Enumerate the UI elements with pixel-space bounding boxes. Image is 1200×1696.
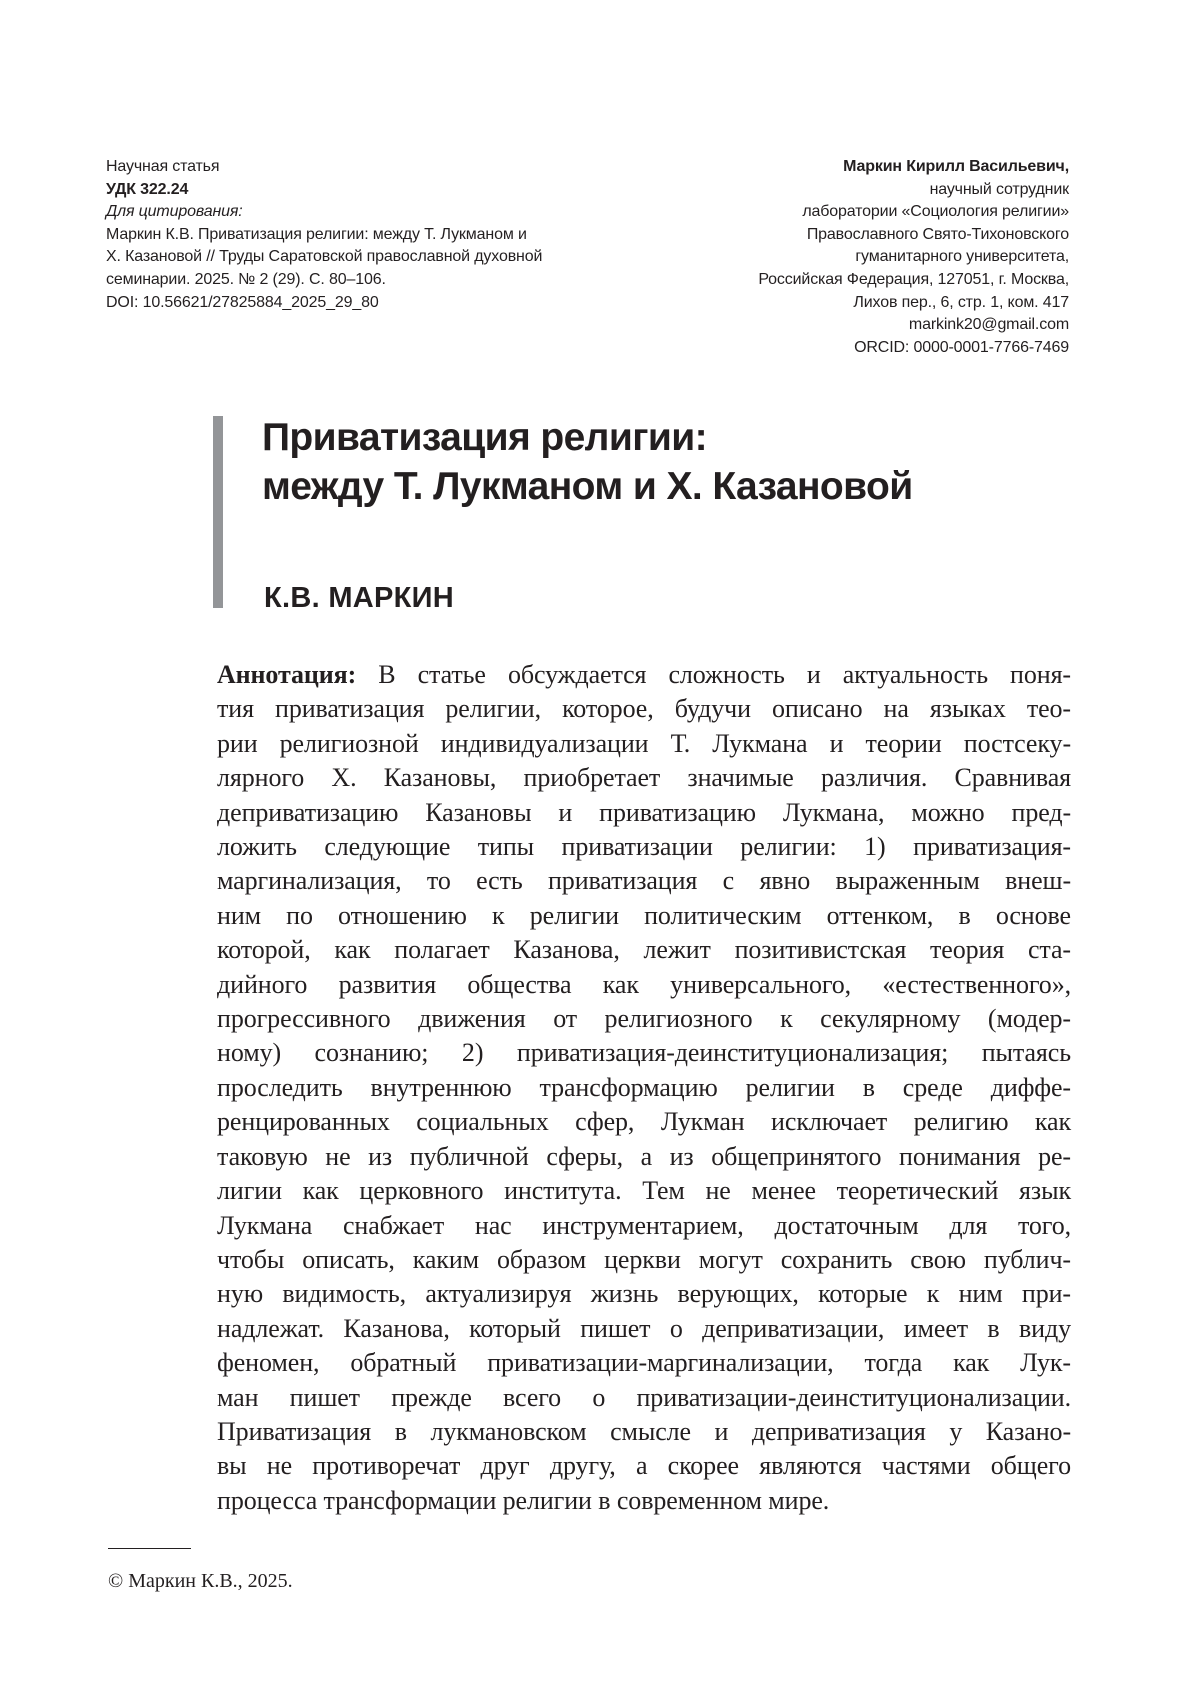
abstract-line [217, 658, 1071, 692]
author-orcid: ORCID: 0000-0001-7766-7469 [854, 338, 1069, 356]
copyright-note: © Маркин К.В., 2025. [108, 1570, 293, 1592]
citation-line: Маркин К.В. Приватизация религии: между Т. Лукманом и [106, 225, 527, 243]
title-line-1: Приватизация религии: [262, 416, 708, 459]
citation-block [106, 156, 626, 314]
doi-line: DOI: 10.56621/27825884_2025_29_80 [106, 293, 379, 311]
abstract-line: ренцированных социальных сфер, Лукман исключает религию как [217, 1107, 1071, 1137]
citation-label: Для цитирования: [106, 203, 243, 221]
abstract-line: которой, как полагает Казанова, лежит позитивистская теория ста- [217, 935, 1071, 965]
abstract-line: феномен, обратный приватизации-маргинализации, тогда как Лук- [217, 1348, 1071, 1378]
affiliation-line: лаборатории «Социология религии» [802, 203, 1069, 221]
abstract-line: ложить следующие типы приватизации религии: 1) приватизация- [217, 832, 1071, 862]
abstract-line: таковую не из публичной сферы, а из общепринятого понимания ре- [217, 1141, 1071, 1171]
author-full-name: Маркин Кирилл Васильевич, [843, 158, 1069, 175]
abstract-line: дийного развития общества как универсального, «естественного», [217, 969, 1071, 999]
affiliation-line: научный сотрудник [929, 180, 1069, 198]
article-type: Научная статья [106, 158, 220, 175]
abstract-line: лярного Х. Казановы, приобретает значимые различия. Сравнивая [217, 763, 1071, 793]
affiliation-line: гуманитарного университета, [855, 248, 1069, 266]
abstract-line: деприватизацию Казановы и приватизацию Лукмана, можно пред- [217, 797, 1071, 827]
abstract-line: лигии как церковного института. Тем не менее теоретический язык [217, 1176, 1071, 1206]
abstract-line: вы не противоречат друг другу, а скорее являются частями общего [217, 1451, 1071, 1481]
footnote-divider [108, 1548, 191, 1549]
title-line-2: между Т. Лукманом и Х. Казановой [262, 465, 913, 508]
abstract-line: чтобы описать, каким образом церкви могут сохранить свою публич- [217, 1244, 1071, 1274]
citation-line: Х. Казановой // Труды Саратовской православной духовной [106, 248, 543, 266]
abstract-line: Лукмана снабжает нас инструментарием, достаточным для того, [217, 1210, 1071, 1240]
abstract-line: ную видимость, актуализируя жизнь верующих, которые к ним при- [217, 1279, 1071, 1309]
article-title [262, 413, 1082, 511]
abstract [217, 658, 1071, 1518]
affiliation-line: Российская Федерация, 127051, г. Москва, [758, 270, 1069, 288]
affiliation-line: Лихов пер., 6, стр. 1, ком. 417 [853, 293, 1069, 311]
abstract-line: рии религиозной индивидуализации Т. Лукмана и теории постсеку- [217, 728, 1071, 758]
abstract-line: прогрессивного движения от религиозного к секулярному (модер- [217, 1004, 1071, 1034]
author-email: markink20@gmail.com [908, 316, 1069, 334]
abstract-line: ним по отношению к религии политическим оттенком, в основе [217, 900, 1071, 930]
udk-code: УДК 322.24 [106, 180, 189, 198]
abstract-label: Аннотация: [217, 660, 357, 689]
article-author: К.В. МАРКИН [264, 582, 455, 614]
abstract-line: процесса трансформации религии в современном мире. [217, 1485, 830, 1515]
abstract-line: Приватизация в лукмановском смысле и деприватизация у Казано- [217, 1416, 1071, 1446]
author-info-block [609, 156, 1069, 359]
abstract-line: проследить внутреннюю трансформацию религии в среде диффе- [217, 1072, 1071, 1102]
abstract-line-text: В статье обсуждается сложность и актуальность поня- [356, 660, 1071, 689]
affiliation-line: Православного Свято-Тихоновского [806, 225, 1069, 243]
abstract-line: надлежат. Казанова, который пишет о деприватизации, имеет в виду [217, 1313, 1071, 1343]
abstract-line: маргинализация, то есть приватизация с явно выраженным внеш- [217, 866, 1071, 896]
abstract-line: тия приватизация религии, которое, будучи описано на языках тео- [217, 694, 1071, 724]
citation-line: семинарии. 2025. № 2 (29). С. 80–106. [106, 270, 386, 288]
abstract-line: ному) сознанию; 2) приватизация-деинституционализация; пытаясь [217, 1038, 1071, 1068]
abstract-line: ман пишет прежде всего о приватизации-деинституционализации. [217, 1382, 1071, 1412]
title-accent-bar [213, 416, 223, 608]
